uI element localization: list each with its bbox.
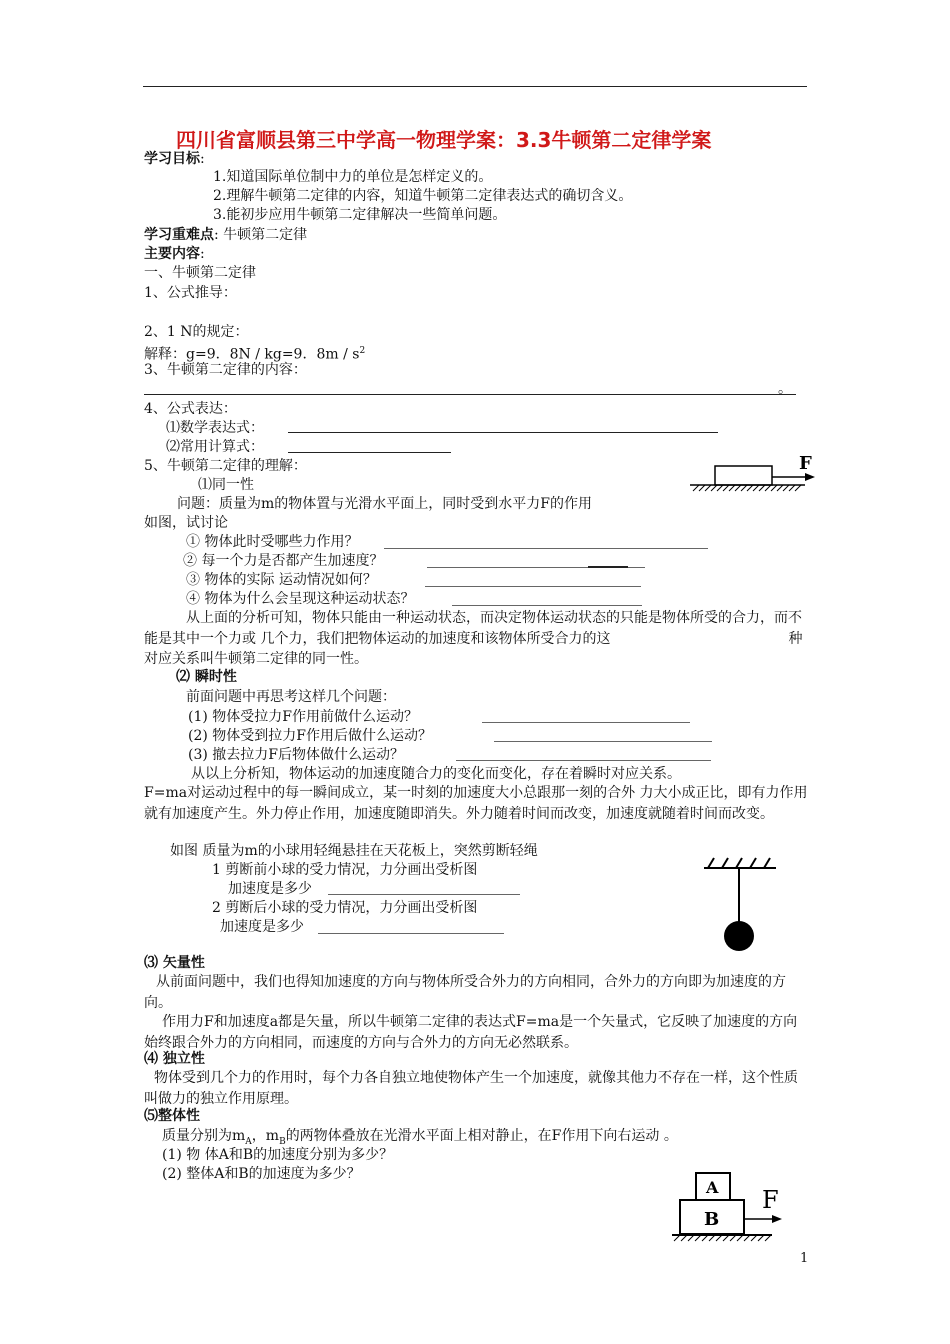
property-1-paragraph [144,608,808,670]
property-2-q3: (3) 撤去拉力F后物体做什么运动？ [188,747,404,763]
key-points-heading: 学习重难点 [144,227,214,243]
force-arrow-head [805,473,815,481]
goal-1: 1.知道国际单位制中力的单位是怎样定义的。 [213,169,493,185]
blank-line-content [144,394,796,395]
key-points-row: 学习重难点: 牛顿第二定律 [144,227,308,243]
answer-line-fig-q2 [318,933,504,934]
ground-hatch [693,485,801,491]
blank-line-math-expression [288,432,718,433]
answer-line-q3 [425,586,641,587]
item-1: 1、公式推导： [144,285,237,301]
property-5-q2: (2) 整体A和B的加速度为多少？ [162,1166,361,1182]
question-3: ③ 物体的实际 运动情况如何？ [186,572,377,588]
property-4-heading: ⑷ 独立性 [144,1051,205,1067]
property-4-paragraph: 物体受到几个力的作用时，每个力各自独立地使物体产生一个加速度，就像其他力不存在一样，这个性质叫做力的独立作用原理。 [144,1070,798,1107]
property-3-paragraph-2: 作用力F和加速度a都是矢量，所以牛顿第二定律的表达式F=ma是一个矢量式，它反映了加速度的方向始终跟合外力的方向相同，而速度的方向与合外力的方向无必然联系。 [144,1014,798,1051]
block-force-figure [685,455,825,495]
property-1-paragraph-text: 从上面的分析可知，物体只能由一种运动状态，而决定物体运动状态的只能是物体所受的合力，而不能是其中一个力或 几个力，我们把物体运动的加速度和该物体所受合力的这 [144,610,802,647]
item-4a: ⑴数学表达式： [166,420,264,436]
property-3-paragraph-1: 从前面问题中，我们也得知加速度的方向与物体所受合外力的方向相同，合外力的方向即为加速度的方向。 [144,974,786,1011]
property-3-heading: ⑶ 矢量性 [144,955,205,971]
key-points-text: 牛顿第二定律 [223,227,308,243]
property-2-figure-q2: 2 剪断后小球的受力情况，力分画出受析图 [212,900,478,916]
property-2-q2: (2) 物体受到拉力F作用后做什么运动？ [188,728,432,744]
question-2: ② 每一个力是否都产生加速度？ [183,553,384,569]
property-5-q1: (1) 物 体A和B的加速度分别为多少？ [162,1147,394,1163]
answer-line-fig-q1 [328,894,520,895]
goals-heading-row: 学习目标: [144,151,205,167]
blank-line-calc-expression [288,452,451,453]
answer-line-q2-mark [588,566,628,568]
item-5: 5、牛顿第二定律的理解： [144,458,307,474]
property-2-figure-q2b: 加速度是多少 [220,919,304,935]
answer-line-q4 [452,605,642,606]
hanging-ball-figure [696,850,786,960]
question-1: ① 物体此时受哪些力作用？ [186,534,359,550]
goals-heading: 学习目标 [144,151,200,167]
block-b-label: B [704,1209,720,1230]
page-title: 四川省富顺县第三中学高一物理学案：3.3牛顿第二定律学案 [176,128,712,152]
property-1-problem-cont: 如图，试讨论 [144,515,228,531]
ball [724,921,754,951]
property-2-figure-q1: 1 剪断前小球的受力情况，力分画出受析图 [212,862,478,878]
goal-2: 2.理解牛顿第二定律的内容，知道牛顿第二定律表达式的确切含义。 [213,188,633,204]
property-1-paragraph-end: 种对应关系叫牛顿第二定律的同一性。 [144,630,803,667]
period: 。 [778,381,792,397]
property-2-intro: 前面问题中再思考这样几个问题： [186,689,396,705]
answer-line-q1 [384,548,708,549]
item-4: 4、公式表达： [144,401,237,417]
main-heading-row: 主要内容: [144,246,205,262]
property-1-problem: 问题：质量为m的物体置与光滑水平面上，同时受到水平力F的作用 [177,496,592,512]
answer-line-p2-q2 [494,741,712,742]
force-label: F [799,453,812,474]
page-number: 1 [800,1251,809,1266]
property-2-heading: ⑵ 瞬时性 [176,669,237,685]
property-2-figure-q1b: 加速度是多少 [228,881,312,897]
property-2-figure-text: 如图 质量为m的小球用轻绳悬挂在天花板上，突然剪断轻绳 [170,843,538,859]
goal-3: 3.能初步应用牛顿第二定律解决一些简单问题。 [213,207,507,223]
property-1-heading: ⑴同一性 [198,477,254,493]
force-label: F [762,1186,779,1214]
explain-exponent: 2 [359,346,366,356]
answer-line-p2-q1 [482,722,690,723]
explain-text: 解释：g=9．8N / kg=9．8m / s [144,346,360,363]
block-a-label: A [706,1178,719,1197]
property-5-heading: ⑸整体性 [144,1108,200,1124]
item-4b: ⑵常用计算式： [166,439,264,455]
property-5-intro: 质量分别为$m_A$，$m_B$的两物体叠放在光滑水平面上相对静止，在F作用下向右运动 。 [162,1128,678,1147]
force-arrow-head [772,1215,782,1223]
property-2-q1: (1) 物体受拉力F作用前做什么运动？ [188,709,418,725]
ceiling-hatch [708,858,770,868]
answer-line-p2-q3 [456,760,711,761]
property-2-paragraph-1: 从以上分析知，物体运动的加速度随合力的变化而变化，存在着瞬时对应关系。 [191,766,681,782]
item-3: 3、牛顿第二定律的内容： [144,362,307,378]
block [715,466,772,485]
header-rule [143,86,807,87]
property-2-paragraph-2: F=ma对运动过程中的每一瞬间成立，某一时刻的加速度大小总跟那一刻的合外 力大小成正比，即有力作用就有加速度产生。外力停止作用，加速度随即消失。外力随着时间而改变，加速度就随着时间而改变。 [144,785,808,822]
stacked-blocks-figure [668,1170,798,1250]
item-2: 2、1 N的规定： [144,324,249,340]
section-1-heading: 一、牛顿第二定律 [144,265,256,281]
question-4: ④ 物体为什么会呈现这种运动状态？ [186,591,415,607]
main-heading: 主要内容 [144,246,200,262]
